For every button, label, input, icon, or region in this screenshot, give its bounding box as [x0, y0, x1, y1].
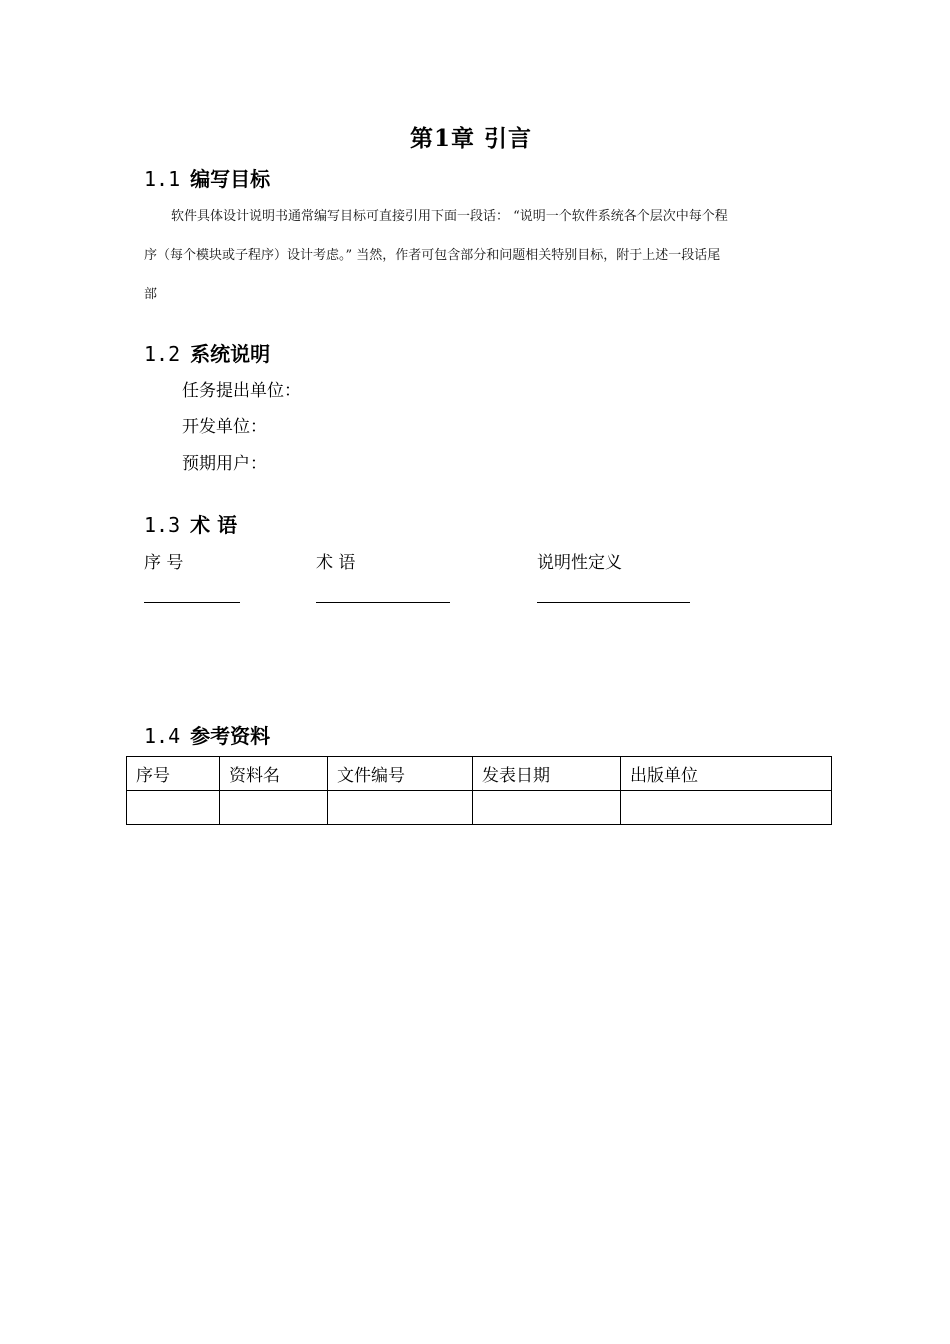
list-item-task-unit: 任务提出单位： [182, 381, 301, 401]
blank-underline [537, 602, 690, 603]
reference-table [126, 756, 832, 825]
term-column-term: 术 语 [316, 553, 356, 573]
blank-underline [144, 602, 240, 603]
paragraph-line: 序（每个模块或子程序）设计考虑。” 当然，作者可包含部分和问题相关特别目标，附于上述一段话尾 [144, 248, 721, 263]
chapter-title: 第1章 引言 [409, 125, 532, 152]
table-header-cell: 资料名 [220, 757, 328, 791]
section-title: 术 语 [190, 513, 238, 537]
table-header-cell: 文件编号 [328, 757, 473, 791]
section-title: 系统说明 [190, 342, 271, 366]
table-cell [220, 791, 328, 825]
section-heading-1-2 [144, 338, 270, 367]
paragraph-line: 部 [144, 287, 158, 302]
list-item-expected-users: 预期用户： [182, 454, 267, 474]
table-header-cell: 出版单位 [621, 757, 832, 791]
section-heading-1-1 [144, 163, 270, 192]
section-number: 1.1 [144, 167, 181, 191]
section-title: 编写目标 [190, 167, 271, 191]
term-column-definition: 说明性定义 [537, 553, 622, 573]
table-cell [127, 791, 220, 825]
list-item-dev-unit: 开发单位： [182, 417, 267, 437]
table-header-cell: 发表日期 [473, 757, 621, 791]
section-heading-1-3 [144, 509, 237, 538]
paragraph-line: 软件具体设计说明书通常编写目标可直接引用下面一段话： “说明一个软件系统各个层次中每个程 [171, 209, 728, 224]
table-cell [473, 791, 621, 825]
section-title: 参考资料 [190, 724, 271, 748]
blank-underline [316, 602, 450, 603]
section-number: 1.3 [144, 513, 181, 537]
table-header-cell: 序号 [127, 757, 220, 791]
section-number: 1.2 [144, 342, 181, 366]
section-number: 1.4 [144, 724, 181, 748]
table-cell [621, 791, 832, 825]
term-column-index: 序 号 [144, 553, 184, 573]
table-cell [328, 791, 473, 825]
section-heading-1-4 [144, 720, 270, 749]
table-row [127, 791, 832, 825]
table-header-row [127, 757, 832, 791]
